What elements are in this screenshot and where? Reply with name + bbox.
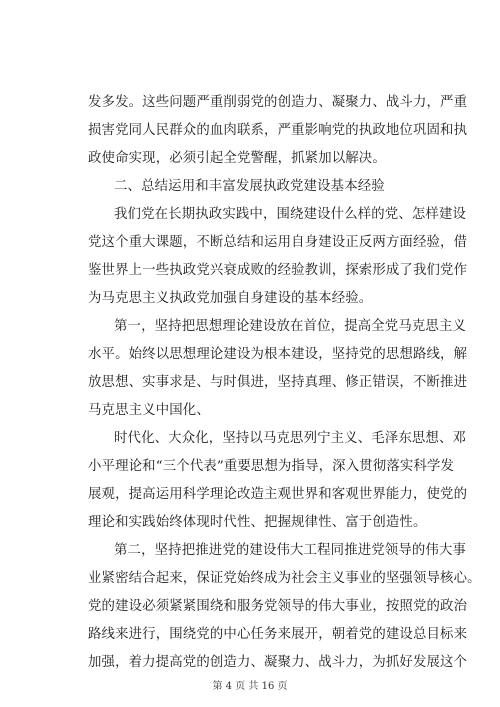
page-footer: 第 4 页 共 16 页: [212, 681, 288, 692]
text-line: 展观，提高运用科学理论改造主观世界和客观世界能力，使党的: [88, 487, 468, 502]
text-line: 损害党同人民群众的血肉联系，严重影响党的执政地位巩固和执: [88, 123, 468, 138]
text-line: 放思想、实事求是、与时俱进，坚持真理、修正错误，不断推进: [88, 375, 468, 390]
text-line: 发多发。这些问题严重削弱党的创造力、凝聚力、战斗力，严重: [88, 95, 468, 110]
text-line: 加强，着力提高党的创造力、凝聚力、战斗力，为抓好发展这个: [88, 655, 468, 670]
text-line: 理论和实践始终体现时代性、把握规律性、富于创造性。: [88, 515, 427, 530]
text-line: 党这个重大课题，不断总结和运用自身建设正反两方面经验，借: [88, 235, 468, 250]
text-line: 水平。始终以思想理论建设为根本建设，坚持党的思想路线，解: [88, 347, 468, 362]
text-line: 党的建设必须紧紧围绕和服务党领导的伟大事业，按照党的政治: [88, 599, 468, 614]
section-heading: 二、总结运用和丰富发展执政党建设基本经验: [114, 179, 385, 194]
text-line: 时代化、大众化，坚持以马克思列宁主义、毛泽东思想、邓: [114, 431, 467, 446]
text-line: 第二，坚持把推进党的建设伟大工程同推进党领导的伟大事: [114, 543, 467, 558]
text-line: 鉴世界上一些执政党兴衰成败的经验教训，探索形成了我们党作: [88, 263, 468, 278]
text-line: 为马克思主义执政党加强自身建设的基本经验。: [88, 291, 373, 306]
text-line: 业紧密结合起来，保证党始终成为社会主义事业的坚强领导核心。: [88, 571, 481, 586]
text-line: 第一，坚持把思想理论建设放在首位，提高全党马克思主义: [114, 319, 467, 334]
text-line: 马克思主义中国化、: [88, 403, 210, 418]
text-line: 政使命实现，必须引起全党警醒，抓紧加以解决。: [88, 151, 386, 166]
text-line: 路线来进行，围绕党的中心任务来展开，朝着党的建设总目标来: [88, 627, 468, 642]
text-line: 我们党在长期执政实践中，围绕建设什么样的党、怎样建设: [114, 207, 467, 222]
text-line: 小平理论和“三个代表”重要思想为指导，深入贯彻落实科学发: [88, 459, 455, 474]
